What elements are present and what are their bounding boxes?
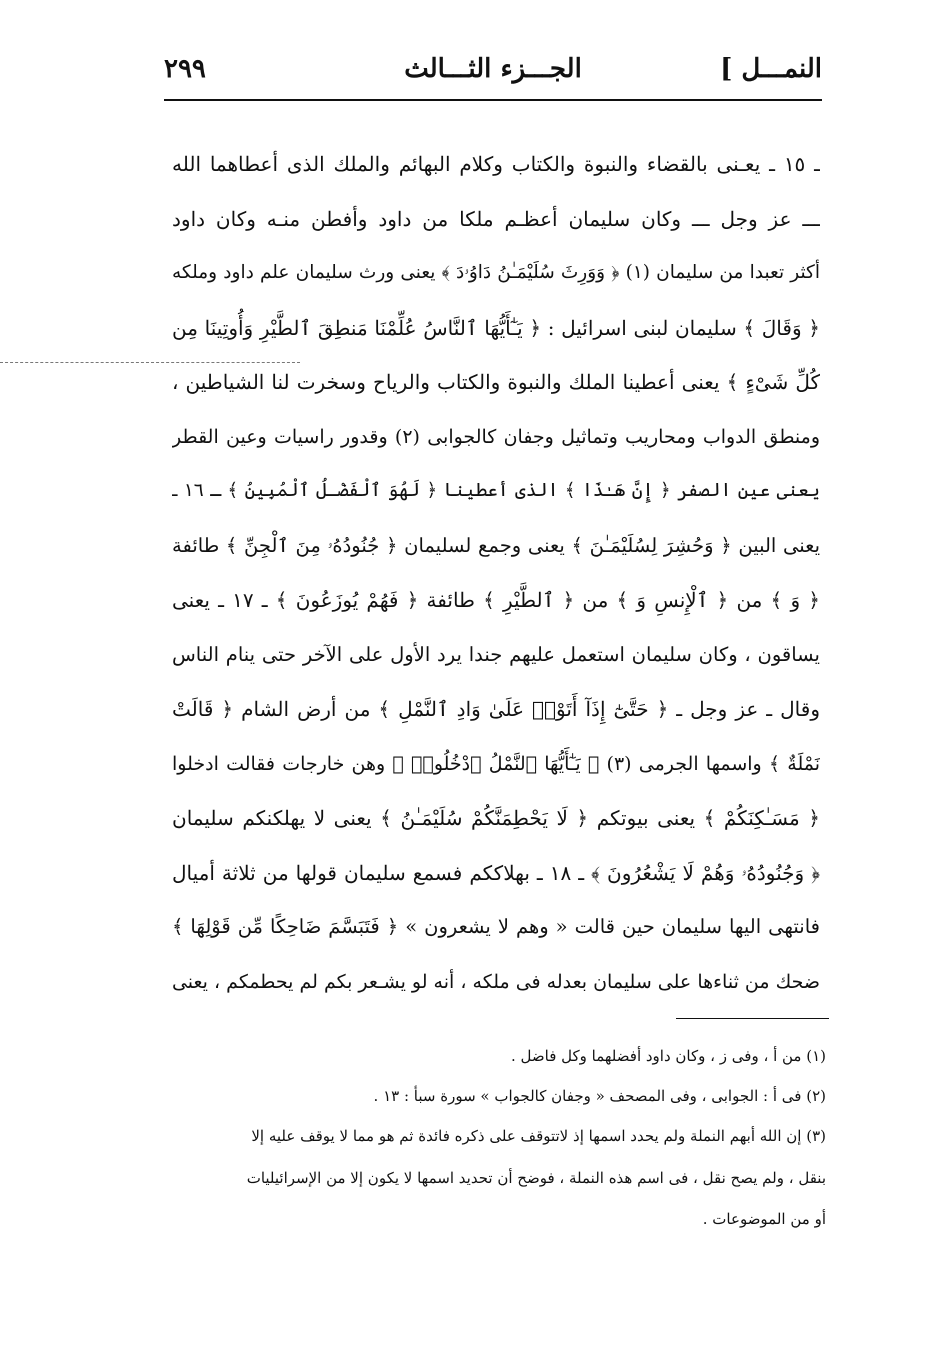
text-line: ﴿ وَجُنُودُهُۥ وَهُمْ لَا يَشْعُرُونَ ﴾ ـ ١٨ ـ بهلاككم فسمع سليمان قولها من ثلاثة أميال (172, 860, 820, 885)
text-line: ومنطق الدواب ومحاريب وتماثيل وجفان كالجوابى (٢) وقدور راسيات وعين القطر (172, 425, 820, 448)
text-line: نَمْلَةٌ ﴾ واسمها الجرمى (٣) ﴿ يَـٰٓأَيُّهَا ٱلنَّمْلُ ٱدْخُلُوا۟ ﴾ وهن خارجات فقالت ادخلوا (172, 752, 820, 775)
footnote: (٢) فى أ : الجوابى ، وفى المصحف « وجفان كالجواب » سورة سبأ : ١٣ . (373, 1087, 826, 1105)
text-line: ﴿ وَ ﴾ من ﴿ ٱلْإِنسِ وَ ﴾ من ﴿ ٱلطَّيْرِ ﴾ طائفة ﴿ فَهُمْ يُوزَعُونَ ﴾ ـ ١٧ ـ يعنى (172, 588, 820, 612)
text-line: يساقون ، وكان سليمان استعمل عليهم جندا يرد الأول على الآخر حتى ينام الناس (172, 642, 820, 666)
footnote: (٣) إن الله أبهم النملة ولم يحدد اسمها إذ لاتتوقف على ذكره فائدة ثم هو مما لا يوقف عليه إلا (251, 1127, 826, 1145)
main-text (172, 137, 820, 1009)
text-line: وقال ـ عز وجل ـ ﴿ حَتَّىٰٓ إِذَآ أَتَوْا۟ عَلَىٰ وَادِ ٱلنَّمْلِ ﴾ من أرض الشام ﴿ قَالَتْ (172, 697, 820, 721)
text-line: ضحك من ثناءها على سليمان بعدله فى ملكه ، أنه لو يشـعر بكم لم يحطمكم ، يعنى (172, 970, 820, 993)
scan-artifact-line (0, 362, 300, 363)
text-line: ـــ عز وجل ـــ وكان سليمان أعظـم ملكا من داود وأفطن منـه وكان داود (172, 206, 820, 231)
text-line: فانتهى اليها سليمان حين قالت « وهم لا يشعرون » ﴿ فَتَبَسَّمَ ضَاحِكًا مِّن قَوْلِهَا ﴾ (172, 915, 820, 938)
text-line: ﴿ وَقَالَ ﴾ سليمان لبنى اسرائيل : ﴿ يَـٰٓأَيُّهَا ٱلنَّاسُ عُلِّمْنَا مَنطِقَ ٱلطَّيْرِ وَأُوتِينَا مِن (172, 315, 820, 340)
running-header (164, 52, 822, 92)
text-line: كُلِّ شَىْءٍ ﴾ يعنى أعطينا الملك والنبوة والكتاب والرياح وسخرت لنا الشياطين ، (172, 370, 820, 394)
text-line: أكثر تعبدا من سليمان (١) ﴿ وَوَرِثَ سُلَيْمَـٰنُ دَاوُۥدَ ﴾ يعنى ورث سليمان علم داود وملكه (172, 262, 820, 283)
footnotes (176, 1036, 826, 1241)
text-line: يعنى البين ﴿ وَحُشِرَ لِسُلَيْمَـٰنَ ﴾ يعنى وجمع لسليمان ﴿ جُنُودُهُۥ مِنَ ٱلْجِنِّ ﴾ طائفة (172, 533, 820, 557)
part-title: الجـــزء الثـــالث (404, 54, 582, 84)
footnote: أو من الموضوعات . (702, 1210, 826, 1228)
text-line: ـ ١٥ ـ يعـنى بالقضاء والنبوة والكتاب وكلام البهائم والملك الذى أعطاهما الله (172, 152, 820, 176)
page-number: ٢٩٩ (164, 54, 206, 84)
footnote: بنقل ، ولم يصح نقل ، فى اسم هذه النملة ، فوضح أن تحديد اسمها لا يكون إلا من الإسرائيليات (246, 1168, 826, 1187)
footnote: (١) من أ ، وفى ز ، وكان داود أفضلهما وكل فاضل . (510, 1047, 826, 1065)
footnote-divider (676, 1018, 829, 1019)
text-line: ﴿ مَسَـٰكِنَكُمْ ﴾ يعنى بيوتكم ﴿ لَا يَحْطِمَنَّكُمْ سُلَيْمَـٰنُ ﴾ يعنى لا يهلكنكم سليمان (172, 806, 820, 830)
text-line: يعنى عين الصفر ﴿ إِنَّ هَـٰذَا ﴾ الذى أعطينا ﴿ لَهُوَ ٱلْفَضْـلُ ٱلْمُبِينُ ﴾ ـ ١٦ ـ (172, 480, 820, 501)
surah-title: النمـــل ] (720, 54, 822, 84)
header-divider (164, 99, 822, 101)
